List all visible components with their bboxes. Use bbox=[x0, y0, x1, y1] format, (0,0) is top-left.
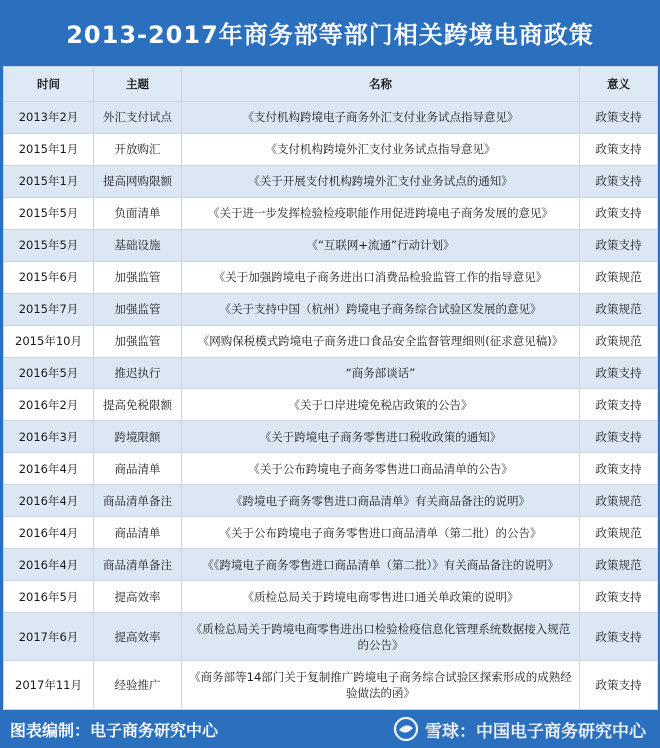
table-row bbox=[4, 102, 658, 134]
cell-name: 《关于加强跨境电子商务进出口消费品检验监管工作的指导意见》 bbox=[182, 261, 580, 293]
cell-time: 2015年10月 bbox=[4, 325, 94, 357]
table-row bbox=[4, 453, 658, 485]
cell-meaning: 政策支持 bbox=[580, 229, 658, 261]
table-row bbox=[4, 325, 658, 357]
cell-time: 2015年7月 bbox=[4, 293, 94, 325]
cell-meaning: 政策规范 bbox=[580, 485, 658, 517]
cell-topic: 经验推广 bbox=[94, 661, 182, 710]
table-row bbox=[4, 485, 658, 517]
header-time: 时间 bbox=[4, 67, 94, 102]
cell-meaning: 政策规范 bbox=[580, 549, 658, 581]
cell-time: 2017年6月 bbox=[4, 613, 94, 661]
cell-topic: 加强监管 bbox=[94, 261, 182, 293]
cell-name: 《关于公布跨境电子商务零售进口商品清单的公告》 bbox=[182, 453, 580, 485]
cell-meaning: 政策支持 bbox=[580, 453, 658, 485]
cell-topic: 基础设施 bbox=[94, 229, 182, 261]
table-row bbox=[4, 197, 658, 229]
cell-name: “商务部谈话” bbox=[182, 357, 580, 389]
cell-time: 2015年1月 bbox=[4, 133, 94, 165]
page-title: 2013-2017年商务部等部门相关跨境电商政策 bbox=[66, 20, 594, 49]
cell-topic: 跨境限额 bbox=[94, 421, 182, 453]
cell-time: 2016年2月 bbox=[4, 389, 94, 421]
cell-time: 2016年4月 bbox=[4, 549, 94, 581]
footer-watermark bbox=[393, 716, 646, 742]
policy-table bbox=[3, 66, 658, 710]
cell-name: 《关于支持中国（杭州）跨境电子商务综合试验区发展的意见》 bbox=[182, 293, 580, 325]
cell-time: 2016年4月 bbox=[4, 485, 94, 517]
cell-time: 2016年3月 bbox=[4, 421, 94, 453]
cell-meaning: 政策支持 bbox=[580, 133, 658, 165]
table-row bbox=[4, 357, 658, 389]
cell-meaning: 政策规范 bbox=[580, 293, 658, 325]
cell-topic: 提高效率 bbox=[94, 613, 182, 661]
table-row bbox=[4, 421, 658, 453]
cell-time: 2016年4月 bbox=[4, 453, 94, 485]
cell-meaning: 政策支持 bbox=[580, 389, 658, 421]
cell-name: 《“互联网+流通”行动计划》 bbox=[182, 229, 580, 261]
table-row bbox=[4, 581, 658, 613]
cell-time: 2015年5月 bbox=[4, 229, 94, 261]
cell-topic: 推迟执行 bbox=[94, 357, 182, 389]
table-row bbox=[4, 133, 658, 165]
cell-topic: 商品清单备注 bbox=[94, 549, 182, 581]
cell-name: 《关于跨境电子商务零售进口税收政策的通知》 bbox=[182, 421, 580, 453]
cell-topic: 外汇支付试点 bbox=[94, 102, 182, 134]
cell-meaning: 政策支持 bbox=[580, 421, 658, 453]
cell-time: 2016年4月 bbox=[4, 517, 94, 549]
cell-name: 《商务部等14部门关于复制推广跨境电子商务综合试验区探索形成的成熟经验做法的函》 bbox=[182, 661, 580, 710]
table-header-row bbox=[4, 67, 658, 102]
policy-table-container bbox=[3, 66, 657, 710]
cell-time: 2015年6月 bbox=[4, 261, 94, 293]
cell-meaning: 政策支持 bbox=[580, 102, 658, 134]
cell-topic: 加强监管 bbox=[94, 325, 182, 357]
cell-topic: 提高效率 bbox=[94, 581, 182, 613]
table-row bbox=[4, 661, 658, 710]
cell-topic: 提高免税限额 bbox=[94, 389, 182, 421]
cell-topic: 开放购汇 bbox=[94, 133, 182, 165]
table-row bbox=[4, 549, 658, 581]
cell-meaning: 政策支持 bbox=[580, 197, 658, 229]
cell-time: 2013年2月 bbox=[4, 102, 94, 134]
cell-name: 《关于开展支付机构跨境外汇支付业务试点的通知》 bbox=[182, 165, 580, 197]
table-row bbox=[4, 165, 658, 197]
footer-credit: 图表编制：电子商务研究中心 bbox=[10, 720, 219, 740]
table-row bbox=[4, 389, 658, 421]
cell-name: 《关于进一步发挥检验检疫职能作用促进跨境电子商务发展的意见》 bbox=[182, 197, 580, 229]
cell-name: 《质检总局关于跨境电商零售进口通关单政策的说明》 bbox=[182, 581, 580, 613]
table-row bbox=[4, 229, 658, 261]
cell-topic: 负面清单 bbox=[94, 197, 182, 229]
header-name: 名称 bbox=[182, 67, 580, 102]
table-row bbox=[4, 261, 658, 293]
cell-topic: 商品清单 bbox=[94, 453, 182, 485]
cell-meaning: 政策支持 bbox=[580, 581, 658, 613]
table-row bbox=[4, 293, 658, 325]
cell-meaning: 政策规范 bbox=[580, 261, 658, 293]
table-row bbox=[4, 517, 658, 549]
cell-name: 《关于公布跨境电子商务零售进口商品清单（第二批）的公告》 bbox=[182, 517, 580, 549]
cell-time: 2015年5月 bbox=[4, 197, 94, 229]
cell-time: 2015年1月 bbox=[4, 165, 94, 197]
cell-name: 《支付机构跨境外汇支付业务试点指导意见》 bbox=[182, 133, 580, 165]
cell-name: 《质检总局关于跨境电商零售进出口检验检疫信息化管理系统数据接入规范的公告》 bbox=[182, 613, 580, 661]
header-topic: 主题 bbox=[94, 67, 182, 102]
cell-meaning: 政策支持 bbox=[580, 357, 658, 389]
cell-meaning: 政策规范 bbox=[580, 325, 658, 357]
footer bbox=[0, 710, 660, 748]
cell-topic: 提高网购限额 bbox=[94, 165, 182, 197]
cell-meaning: 政策支持 bbox=[580, 661, 658, 710]
table-row bbox=[4, 613, 658, 661]
cell-topic: 商品清单 bbox=[94, 517, 182, 549]
cell-topic: 商品清单备注 bbox=[94, 485, 182, 517]
cell-time: 2016年5月 bbox=[4, 581, 94, 613]
cell-name: 《跨境电子商务零售进口商品清单》有关商品备注的说明》 bbox=[182, 485, 580, 517]
cell-name: 《网购保税模式跨境电子商务进口食品安全监督管理细则(征求意见稿)》 bbox=[182, 325, 580, 357]
cell-meaning: 政策规范 bbox=[580, 517, 658, 549]
cell-time: 2017年11月 bbox=[4, 661, 94, 710]
snowball-logo-icon bbox=[393, 716, 419, 742]
cell-name: 《支付机构跨境电子商务外汇支付业务试点指导意见》 bbox=[182, 102, 580, 134]
header-meaning: 意义 bbox=[580, 67, 658, 102]
cell-name: 《《跨境电子商务零售进口商品清单（第二批）》有关商品备注的说明》 bbox=[182, 549, 580, 581]
cell-meaning: 政策支持 bbox=[580, 613, 658, 661]
cell-time: 2016年5月 bbox=[4, 357, 94, 389]
cell-meaning: 政策支持 bbox=[580, 165, 658, 197]
cell-name: 《关于口岸进境免税店政策的公告》 bbox=[182, 389, 580, 421]
footer-watermark-text: 雪球：中国电子商务研究中心 bbox=[425, 721, 646, 742]
cell-topic: 加强监管 bbox=[94, 293, 182, 325]
